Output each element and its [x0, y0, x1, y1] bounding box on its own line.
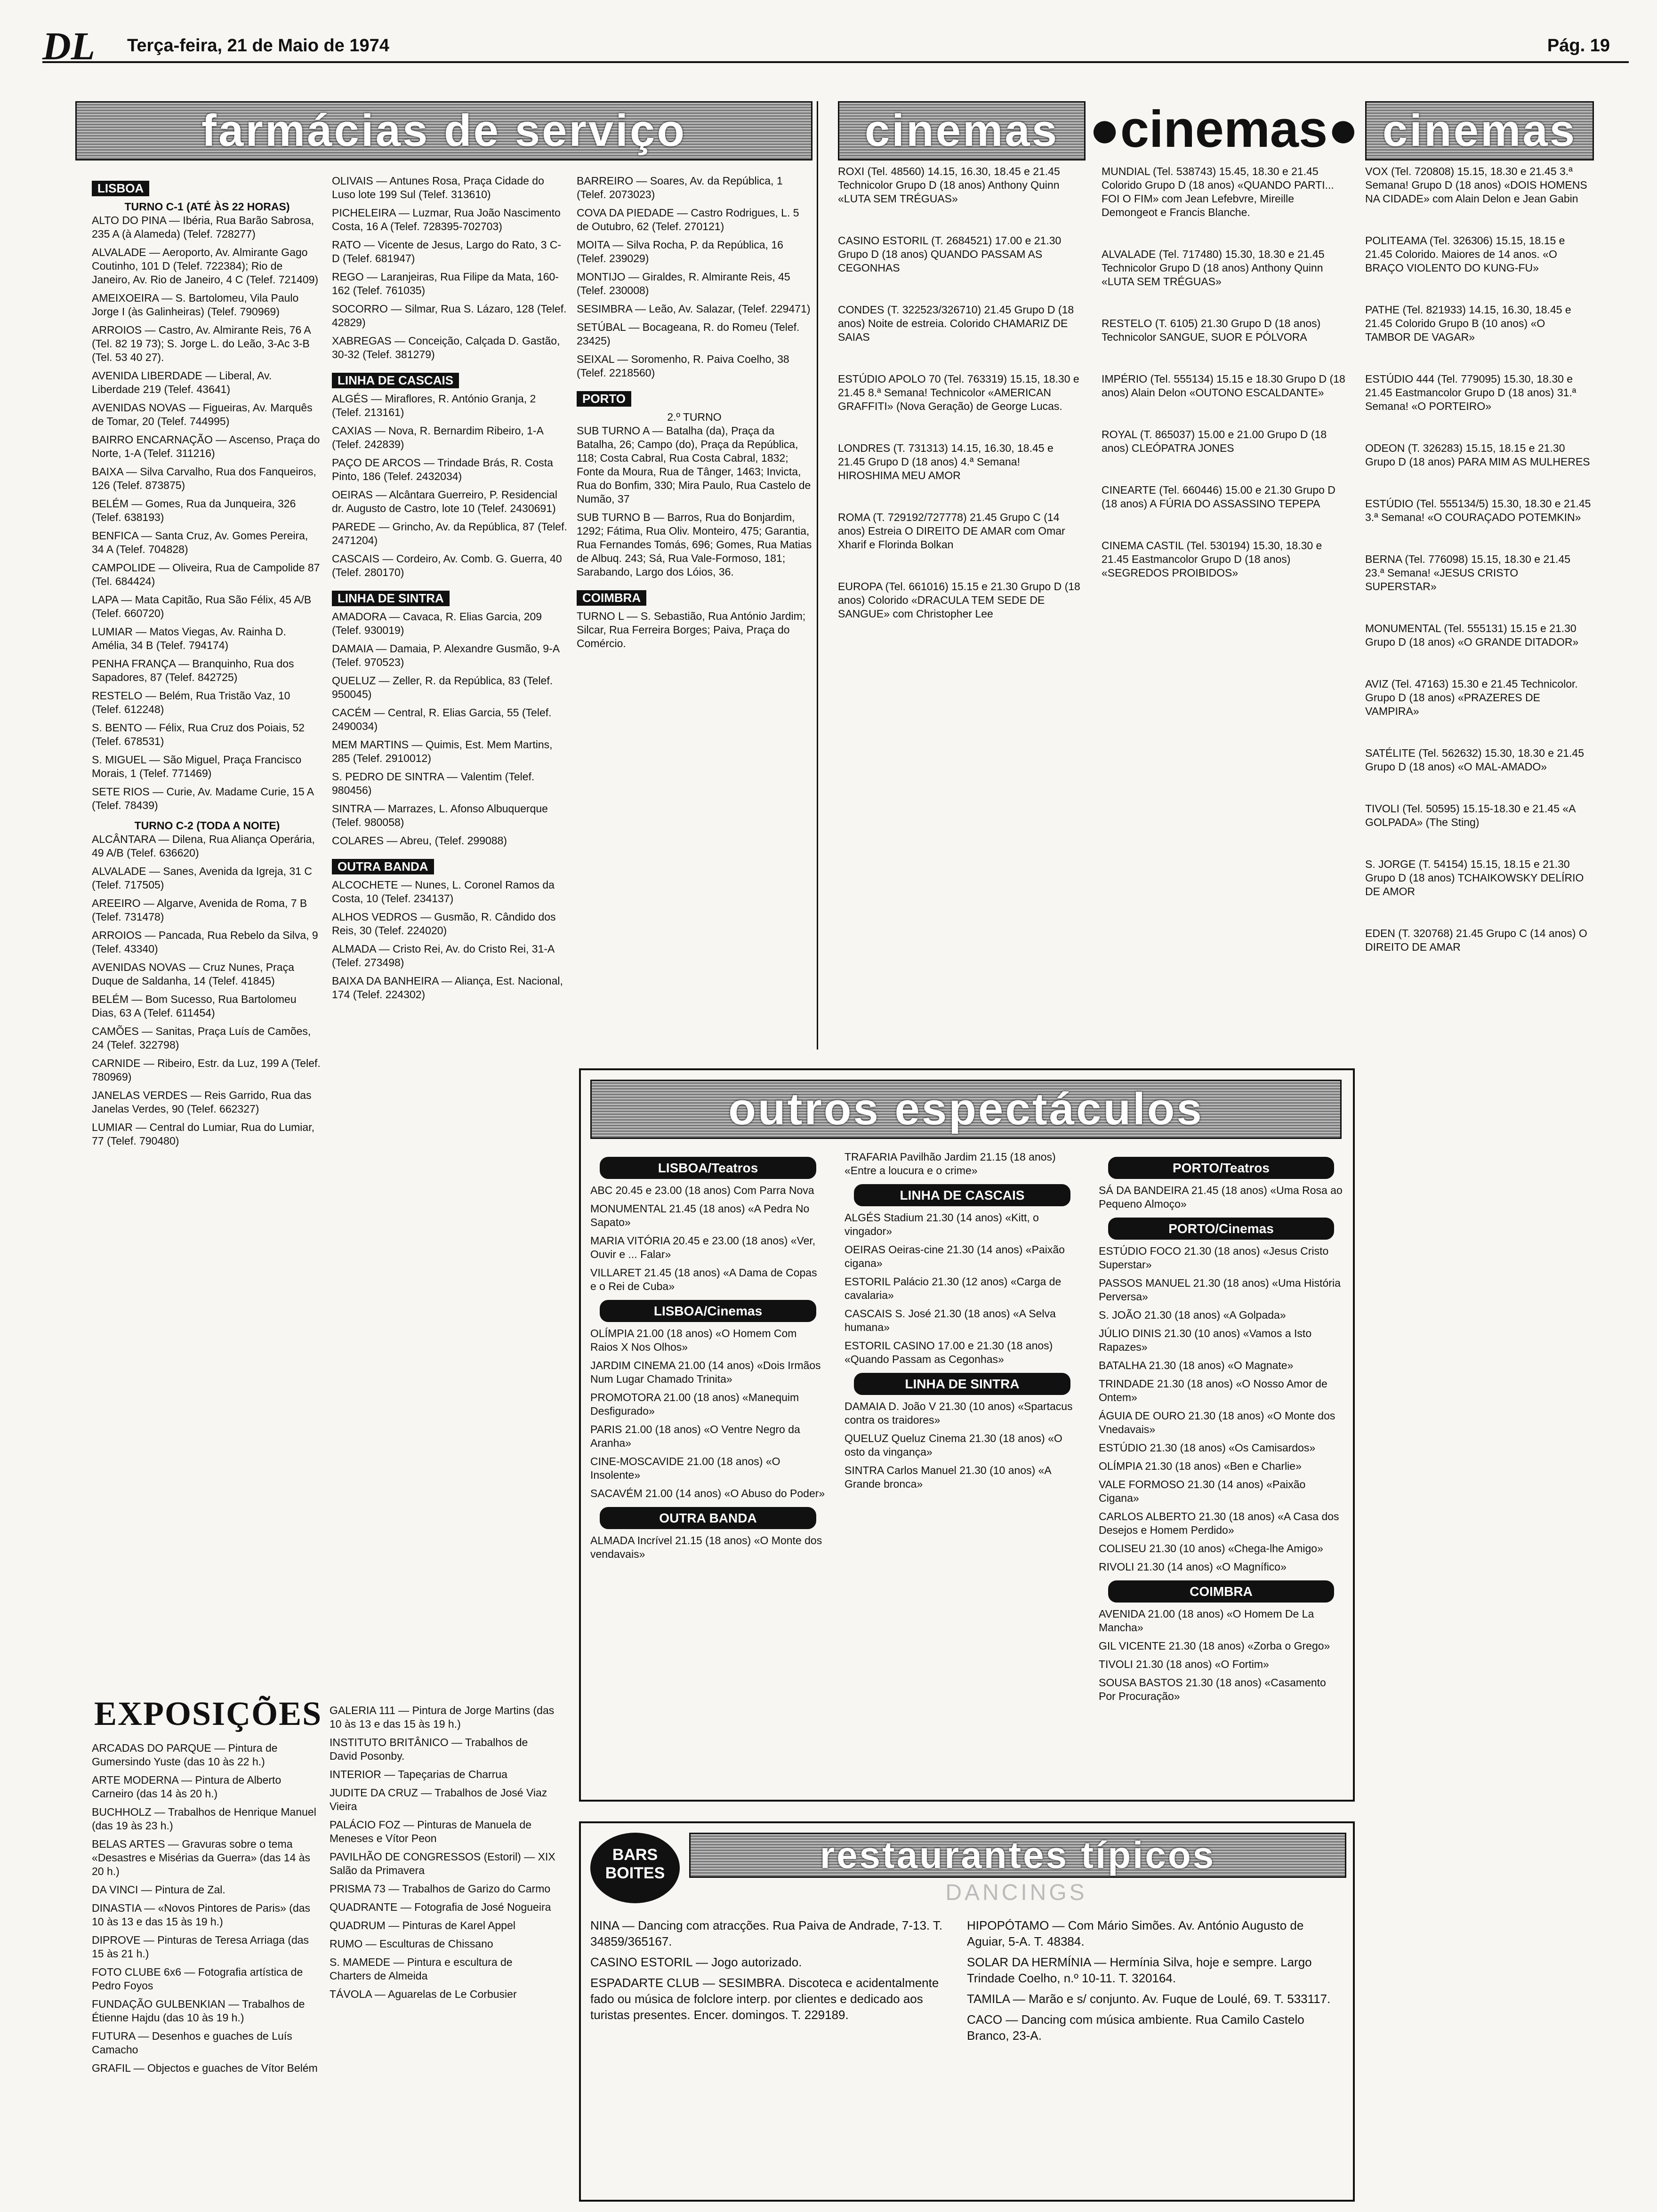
list-item: BELÉM — Gomes, Rua da Junqueira, 326 (Telef. 638193): [92, 497, 296, 523]
list-item: FOTO CLUBE 6x6 — Fotografia artística de Pedro Foyos: [92, 1966, 303, 1992]
list-item: QUELUZ — Zeller, R. da República, 83 (Telef. 950045): [332, 674, 553, 700]
list: [577, 609, 812, 650]
list-item: QUELUZ Queluz Cinema 21.30 (18 anos) «O osto da vingança»: [845, 1432, 1062, 1458]
list-item: AVENIDAS NOVAS — Cruz Nunes, Praça Duque de Saldanha, 14 (Telef. 41845): [92, 961, 294, 987]
list-item: AMADORA — Cavaca, R. Elias Garcia, 209 (Telef. 930019): [332, 610, 542, 636]
list-item: AVIZ (Tel. 47163) 15.30 e 21.45 Technicolor. Grupo D (18 anos) «PRAZERES DE VAMPIRA»: [1365, 678, 1578, 717]
list-item: FUTURA — Desenhos e guaches de Luís Camacho: [92, 2030, 292, 2056]
list-item: COLARES — Abreu, (Telef. 299088): [332, 834, 507, 847]
list-item: SEIXAL — Soromenho, R. Paiva Coelho, 38 (Telef. 2218560): [577, 353, 789, 379]
list-item: HIPOPÓTAMO — Com Mário Simões. Av. António Augusto de Aguiar, 5-A. T. 48384.: [967, 1918, 1304, 1948]
list-item: CAMÕES — Sanitas, Praça Luís de Camões, 24 (Telef. 322798): [92, 1025, 311, 1051]
list-item: CARLOS ALBERTO 21.30 (18 anos) «A Casa dos Desejos e Homem Perdido»: [1099, 1510, 1339, 1536]
list-item: CACÉM — Central, R. Elias Garcia, 55 (Telef. 2490034): [332, 706, 552, 732]
list-item: SESIMBRA — Leão, Av. Salazar, (Telef. 229471): [577, 303, 811, 315]
list-item: ALVALADE — Sanes, Avenida da Igreja, 31 C (Telef. 717505): [92, 865, 312, 891]
list-item: CONDES (T. 322523/326710) 21.45 Grupo D (18 anos) Noite de estreia. Colorido CHAMARIZ DE SAIAS: [838, 304, 1074, 343]
list-item: SATÉLITE (Tel. 562632) 15.30, 18.30 e 21.45 Grupo D (18 anos) «O MAL-AMADO»: [1365, 747, 1584, 773]
list: [92, 214, 322, 812]
list-item: DINASTIA — «Novos Pintores de Paris» (das 10 às 13 e das 15 às 19 h.): [92, 1902, 311, 1928]
cinema-col-1: [838, 165, 1083, 649]
list-item: SOCORRO — Silmar, Rua S. Lázaro, 128 (Telef. 42829): [332, 303, 567, 329]
section-outra-banda: OUTRA BANDA: [332, 859, 434, 874]
list-item: REGO — Laranjeiras, Rua Filipe da Mata, 160-162 (Telef. 761035): [332, 271, 559, 297]
list-item: ALHOS VEDROS — Gusmão, R. Cândido dos Reis, 30 (Telef. 224020): [332, 911, 556, 937]
list: [845, 1211, 1080, 1366]
list-item: MONUMENTAL 21.45 (18 anos) «A Pedra No Sapato»: [590, 1202, 810, 1228]
list-item: XABREGAS — Conceição, Calçada D. Gastão, 30-32 (Telef. 381279): [332, 335, 560, 361]
list-item: PROMOTORA 21.00 (18 anos) «Manequim Desfigurado»: [590, 1391, 799, 1417]
pharmacy-col-2: [332, 174, 567, 1006]
list-item: ARTE MODERNA — Pintura de Alberto Carneiro (das 14 às 20 h.): [92, 1774, 282, 1800]
list-item: ALCÂNTARA — Dilena, Rua Aliança Operária, 49 A/B (Telef. 636620): [92, 833, 315, 859]
list-item: ODEON (T. 326283) 15.15, 18.15 e 21.30 Grupo D (18 anos) PARA MIM AS MULHERES: [1365, 442, 1590, 468]
list-item: OLÍMPIA 21.00 (18 anos) «O Homem Com Raios X Nos Olhos»: [590, 1327, 797, 1353]
pill-lisboa-teatros: LISBOA/Teatros: [600, 1157, 816, 1179]
list-item: DA VINCI — Pintura de Zal.: [92, 1883, 225, 1896]
list-item: CARNIDE — Ribeiro, Estr. da Luz, 199 A (Telef. 780969): [92, 1057, 321, 1083]
list-item: SACAVÉM 21.00 (14 anos) «O Abuso do Poder»: [590, 1487, 825, 1499]
list-item: SINTRA — Marrazes, L. Afonso Albuquerque (Telef. 980058): [332, 802, 548, 828]
cinemas-title: ●cinemas●: [1087, 101, 1360, 158]
list-item: PENHA FRANÇA — Branquinho, Rua dos Sapadores, 87 (Telef. 842725): [92, 657, 294, 683]
dancings-label: DANCINGS: [945, 1880, 1087, 1905]
list-item: JANELAS VERDES — Reis Garrido, Rua das Janelas Verdes, 90 (Telef. 662327): [92, 1089, 312, 1115]
list-item: BERNA (Tel. 776098) 15.15, 18.30 e 21.45 23.ª Semana! «JESUS CRISTO SUPERSTAR»: [1365, 553, 1571, 593]
list-item: SUB TURNO A — Batalha (da), Praça da Batalha, 26; Campo (do), Praça da República, 118; Costa Cabral, Rua Costa Cabral, 1832; Fonte da Moura, Rua de Tânger, 1463; Invicta, Rua do Bonfim, 330; Mira Paulo, Rua Castelo de Numão, 37: [577, 425, 811, 505]
list-item: VALE FORMOSO 21.30 (14 anos) «Paixão Cigana»: [1099, 1478, 1306, 1504]
list-item: AMEIXOEIRA — S. Bartolomeu, Vila Paulo Jorge I (às Galinheiras) (Telef. 790969): [92, 292, 299, 318]
list: [1099, 1244, 1343, 1574]
outros-banner: outros espectáculos: [590, 1080, 1342, 1139]
list: [590, 1184, 826, 1293]
page-number: Pág. 19: [1547, 36, 1610, 56]
list-item: MEM MARTINS — Quimis, Est. Mem Martins, 285 (Telef. 2910012): [332, 738, 553, 764]
list-item: INTERIOR — Tapeçarias de Charrua: [330, 1768, 507, 1780]
exposicoes-title: EXPOSIÇÕES: [94, 1695, 322, 1732]
list-item: ALCOCHETE — Nunes, L. Coronel Ramos da Costa, 10 (Telef. 234137): [332, 879, 555, 905]
list-item: PAVILHÃO DE CONGRESSOS (Estoril) — XIX Salão da Primavera: [330, 1851, 555, 1876]
list-item: LAPA — Mata Capitão, Rua São Félix, 45 A/B (Telef. 660720): [92, 593, 312, 619]
list-item: MUNDIAL (Tel. 538743) 15.45, 18.30 e 21.45 Colorido Grupo D (18 anos) «QUANDO PARTI... FOI O FIM» com Jean Lefebvre, Mireille Demongeot e Francis Blanche.: [1102, 165, 1334, 218]
list-item: RATO — Vicente de Jesus, Largo do Rato, 3 C-D (Telef. 681947): [332, 239, 562, 264]
list-item: BAIRRO ENCARNAÇÃO — Ascenso, Praça do Norte, 1-A (Telef. 311216): [92, 433, 320, 459]
list-item: BATALHA 21.30 (18 anos) «O Magnate»: [1099, 1359, 1294, 1371]
pill-outra-banda: OUTRA BANDA: [600, 1507, 816, 1529]
list-item: INSTITUTO BRITÂNICO — Trabalhos de David Posonby.: [330, 1736, 528, 1762]
pill-porto-teatros: PORTO/Teatros: [1108, 1157, 1334, 1179]
list-item: BAIXA DA BANHEIRA — Aliança, Est. Nacional, 174 (Telef. 224302): [332, 975, 563, 1001]
list-item: ROXI (Tel. 48560) 14.15, 16.30, 18.45 e 21.45 Technicolor Grupo D (18 anos) Anthony Quinn «LUTA SEM TRÉGUAS»: [838, 165, 1060, 205]
list-item: AREEIRO — Algarve, Avenida de Roma, 7 B (Telef. 731478): [92, 897, 307, 923]
list-item: JÚLIO DINIS 21.30 (10 anos) «Vamos a Isto Rapazes»: [1099, 1327, 1312, 1353]
list-item: GIL VICENTE 21.30 (18 anos) «Zorba o Grego»: [1099, 1640, 1330, 1652]
rest-col-1: [590, 1917, 948, 2028]
list-item: S. JOÃO 21.30 (18 anos) «A Golpada»: [1099, 1309, 1286, 1321]
list-item: GALERIA 111 — Pintura de Jorge Martins (das 10 às 13 e das 15 às 19 h.): [330, 1704, 555, 1730]
list-item: ARCADAS DO PARQUE — Pintura de Gumersindo Yuste (das 10 às 22 h.): [92, 1742, 278, 1768]
list-item: ROYAL (T. 865037) 15.00 e 21.00 Grupo D (18 anos) CLEÓPATRA JONES: [1102, 428, 1327, 454]
list-item: CAMPOLIDE — Oliveira, Rua de Campolide 87 (Tel. 684424): [92, 561, 320, 587]
cinema-col-3: [1365, 165, 1591, 982]
list-item: ALVALADE (Tel. 717480) 15.30, 18.30 e 21.45 Technicolor Grupo D (18 anos) Anthony Quinn «LUTA SEM TRÉGUAS»: [1102, 248, 1325, 288]
outros-col-1: [590, 1150, 826, 1566]
list-item: BELÉM — Bom Sucesso, Rua Bartolomeu Dias, 63 A (Telef. 611454): [92, 993, 297, 1019]
list: [845, 1400, 1080, 1491]
list-item: TRINDADE 21.30 (18 anos) «O Nosso Amor de Ontem»: [1099, 1378, 1327, 1403]
section-cascais: LINHA DE CASCAIS: [332, 373, 459, 388]
list-item: LONDRES (T. 731313) 14.15, 16.30, 18.45 e 21.45 Grupo D (18 anos) 4.ª Semana! HIROSHIMA MEU AMOR: [838, 442, 1054, 481]
list-item: ESTÚDIO 444 (Tel. 779095) 15.30, 18.30 e 21.45 Eastmancolor Grupo D (18 anos) 31.ª Semana! «O PORTEIRO»: [1365, 373, 1577, 412]
pharmacy-col-3: [577, 174, 812, 655]
list-item: CASINO ESTORIL — Jogo autorizado.: [590, 1955, 802, 1969]
divider: [817, 101, 818, 1050]
rest-col-2: [967, 1917, 1343, 2048]
list-item: JUDITE DA CRUZ — Trabalhos de José Viaz Vieira: [330, 1787, 547, 1812]
list-item: ALTO DO PINA — Ibéria, Rua Barão Sabrosa, 235 A (à Alameda) (Telef. 728277): [92, 214, 314, 240]
list: [590, 1534, 826, 1561]
list-item: SUB TURNO B — Barros, Rua do Bonjardim, 1292; Fátima, Rua Oliv. Monteiro, 475; Garantia, Rua Fernandes Tomás, 696; Gomes, Rua Matias de Albuq. 243; Sá, Rua Vale-Formoso, 181; Sarabando, Largo dos Lóios, 36.: [577, 511, 812, 578]
list-item: TIVOLI (Tel. 50595) 15.15-18.30 e 21.45 «A GOLPADA» (The Sting): [1365, 802, 1576, 828]
list-item: SOUSA BASTOS 21.30 (18 anos) «Casamento Por Procuração»: [1099, 1676, 1326, 1702]
list-item: SINTRA Carlos Manuel 21.30 (10 anos) «A Grande bronca»: [845, 1464, 1051, 1490]
expo-col-2: [330, 1704, 555, 2006]
list-item: BUCHHOLZ — Trabalhos de Henrique Manuel (das 19 às 23 h.): [92, 1806, 316, 1832]
pill-lisboa-cinemas: LISBOA/Cinemas: [600, 1300, 816, 1322]
list-item: POLITEAMA (Tel. 326306) 15.15, 18.15 e 21.45 Colorido. Maiores de 14 anos. «O BRAÇO VIOLENTO DO KUNG-FU»: [1365, 234, 1565, 274]
list-item: PALÁCIO FOZ — Pinturas de Manuela de Meneses e Vítor Peon: [330, 1819, 532, 1844]
list-item: NINA — Dancing com atracções. Rua Paiva de Andrade, 7-13. T. 34859/365167.: [590, 1918, 943, 1948]
list-item: TRAFARIA Pavilhão Jardim 21.15 (18 anos) «Entre a loucura e o crime»: [845, 1151, 1056, 1177]
list-item: FUNDAÇÃO GULBENKIAN — Trabalhos de Étienne Hajdu (das 10 às 19 h.): [92, 1998, 305, 2024]
pill-cascais: LINHA DE CASCAIS: [854, 1184, 1070, 1206]
list-item: ALVALADE — Aeroporto, Av. Almirante Gago Coutinho, 101 D (Telef. 722384); Rio de Janeiro, Av. Rio de Janeiro, 4 C (Telef. 721409): [92, 246, 319, 286]
list-item: VOX (Tel. 720808) 15.15, 18.30 e 21.45 3.ª Semana! Grupo D (18 anos) «DOIS HOMENS NA CIDADE» com Alain Delon e Jean Gabin: [1365, 165, 1587, 205]
list-item: COVA DA PIEDADE — Castro Rodrigues, L. 5 de Outubro, 62 (Telef. 270121): [577, 207, 799, 232]
list-item: VILLARET 21.45 (18 anos) «A Dama de Copas e o Rei de Cuba»: [590, 1266, 817, 1292]
list: [92, 833, 322, 1148]
list-item: CAXIAS — Nova, R. Bernardim Ribeiro, 1-A (Telef. 242839): [332, 425, 543, 450]
outros-col-2: [845, 1150, 1080, 1496]
cinemas-banner-left: cinemas: [838, 101, 1086, 160]
list: [845, 1150, 1080, 1178]
list-item: TURNO L — S. Sebastião, Rua António Jardim; Silcar, Rua Ferreira Borges; Paiva, Praça do Comércio.: [577, 610, 806, 649]
list-item: RUMO — Esculturas de Chissano: [330, 1938, 493, 1950]
list-item: TAMILA — Marão e s/ conjunto. Av. Fuque de Loulé, 69. T. 533117.: [967, 1992, 1331, 2006]
list-item: S. PEDRO DE SINTRA — Valentim (Telef. 980456): [332, 770, 535, 796]
page-header: [42, 24, 1629, 68]
list-item: MOITA — Silva Rocha, P. da República, 16 (Telef. 239029): [577, 239, 783, 264]
list-item: QUADRUM — Pinturas de Karel Appel: [330, 1919, 515, 1931]
list-item: ESTÚDIO FOCO 21.30 (18 anos) «Jesus Cristo Superstar»: [1099, 1245, 1329, 1271]
section-porto: PORTO: [577, 391, 631, 407]
issue-date: Terça-feira, 21 de Maio de 1974: [127, 36, 389, 56]
list-item: TIVOLI 21.30 (18 anos) «O Fortim»: [1099, 1658, 1269, 1670]
newspaper-logo: DL: [42, 24, 95, 68]
list-item: OEIRAS — Alcântara Guerreiro, P. Residencial dr. Augusto de Castro, lote 10 (Telef. 2430691): [332, 489, 557, 514]
list-item: ALMADA — Cristo Rei, Av. do Cristo Rei, 31-A (Telef. 273498): [332, 943, 555, 969]
list-item: SETÚBAL — Bocageana, R. do Romeu (Telef. 23425): [577, 321, 800, 347]
list-item: ESTORIL CASINO 17.00 e 21.30 (18 anos) «Quando Passam as Cegonhas»: [845, 1339, 1053, 1365]
list-item: LUMIAR — Matos Viegas, Av. Rainha D. Amélia, 34 B (Telef. 794174): [92, 625, 286, 651]
list-item: AVENIDA 21.00 (18 anos) «O Homem De La Mancha»: [1099, 1608, 1314, 1634]
list-item: PAÇO DE ARCOS — Trindade Brás, R. Costa Pinto, 186 (Telef. 2432034): [332, 457, 553, 482]
list: [1099, 1607, 1343, 1703]
list-item: PATHE (Tel. 821933) 14.15, 16.30, 18.45 e 21.45 Colorido Grupo B (10 anos) «O TAMBOR DE VAGAR»: [1365, 304, 1571, 343]
cinema-col-2: [1102, 165, 1346, 608]
list-item: ARROIOS — Pancada, Rua Rebelo da Silva, 9 (Telef. 43340): [92, 929, 318, 955]
list-item: ABC 20.45 e 23.00 (18 anos) Com Parra Nova: [590, 1184, 814, 1196]
list-item: EUROPA (Tel. 661016) 15.15 e 21.30 Grupo D (18 anos) Colorido «DRACULA TEM SEDE DE SANGUE» com Christopher Lee: [838, 580, 1080, 620]
list-item: MONUMENTAL (Tel. 555131) 15.15 e 21.30 Grupo D (18 anos) «O GRANDE DITADOR»: [1365, 622, 1579, 648]
pill-coimbra: COIMBRA: [1108, 1580, 1334, 1603]
list-item: OLÍMPIA 21.30 (18 anos) «Ben e Charlie»: [1099, 1460, 1302, 1472]
pill-porto-cinemas: PORTO/Cinemas: [1108, 1218, 1334, 1240]
list: [577, 424, 812, 579]
list: [1099, 1184, 1343, 1211]
list-item: OLIVAIS — Antunes Rosa, Praça Cidade do Luso lote 199 Sul (Telef. 313610): [332, 175, 544, 200]
list-item: CINEARTE (Tel. 660446) 15.00 e 21.30 Grupo D (18 anos) A FÚRIA DO ASSASSINO TEPEPA: [1102, 484, 1335, 510]
list: [590, 1327, 826, 1500]
list-item: DAMAIA D. João V 21.30 (10 anos) «Spartacus contra os traidores»: [845, 1400, 1073, 1426]
expo-col-1: [92, 1741, 318, 2080]
list-item: ESTÚDIO APOLO 70 (Tel. 763319) 15.15, 18.30 e 21.45 8.ª Semana! Technicolor «AMERICAN GRAFFITI» (Nova Geração) de George Lucas.: [838, 373, 1079, 412]
list: [332, 610, 567, 848]
pharmacy-col-1: [92, 174, 322, 1153]
pill-sintra: LINHA DE SINTRA: [854, 1373, 1070, 1395]
list-item: RESTELO (T. 6105) 21.30 Grupo D (18 anos) Technicolor SANGUE, SUOR E PÓLVORA: [1102, 317, 1321, 343]
list-item: IMPÉRIO (Tel. 555134) 15.15 e 18.30 Grupo D (18 anos) Alain Delon «OUTONO ESCALDANTE»: [1102, 373, 1345, 399]
list-item: SOLAR DA HERMÍNIA — Hermínia Silva, hoje e sempre. Largo Trindade Coelho, n.º 10-11. T. 320164.: [967, 1955, 1312, 1985]
list: [332, 174, 567, 361]
list-item: QUADRANTE — Fotografia de José Nogueira: [330, 1901, 551, 1913]
list-item: DIPROVE — Pinturas de Teresa Arriaga (das 15 às 21 h.): [92, 1934, 309, 1960]
list-item: TÁVOLA — Aguarelas de Le Corbusier: [330, 1988, 517, 2000]
list-item: BAIXA — Silva Carvalho, Rua dos Fanqueiros, 126 (Telef. 873875): [92, 465, 316, 491]
list: [577, 174, 812, 380]
list-item: CASCAIS — Cordeiro, Av. Comb. G. Guerra, 40 (Telef. 280170): [332, 553, 562, 578]
list-item: COLISEU 21.30 (10 anos) «Chega-lhe Amigo»: [1099, 1542, 1323, 1555]
farmacias-banner: farmácias de serviço: [75, 101, 812, 160]
list-item: AVENIDAS NOVAS — Figueiras, Av. Marquês de Tomar, 20 (Telef. 744995): [92, 401, 313, 427]
list-item: PARIS 21.00 (18 anos) «O Ventre Negro da Aranha»: [590, 1423, 800, 1449]
list-item: PRISMA 73 — Trabalhos de Garizo do Carmo: [330, 1883, 551, 1895]
list-item: S. MIGUEL — São Miguel, Praça Francisco Morais, 1 (Telef. 771469): [92, 753, 302, 779]
list-item: BENFICA — Santa Cruz, Av. Gomes Pereira, 34 A (Telef. 704828): [92, 529, 308, 555]
list-item: ARROIOS — Castro, Av. Almirante Reis, 76 A (Tel. 82 19 73); S. Jorge L. do Leão, 3-Ac 3-B (Tel. 53 40 27).: [92, 324, 311, 363]
list: [332, 392, 567, 579]
list-item: DAMAIA — Damaia, P. Alexandre Gusmão, 9-A (Telef. 970523): [332, 642, 559, 668]
porto-turno: 2.º TURNO: [667, 411, 722, 423]
list-item: PAREDE — Grincho, Av. da República, 87 (Telef. 2471204): [332, 521, 567, 546]
outros-box: [579, 1068, 1355, 1802]
list-item: MARIA VITÓRIA 20.45 e 23.00 (18 anos) «Ver, Ouvir e ... Falar»: [590, 1234, 816, 1260]
list-item: EDEN (T. 320768) 21.45 Grupo C (14 anos) O DIREITO DE AMAR: [1365, 927, 1587, 953]
list-item: ESTÚDIO (Tel. 555134/5) 15.30, 18.30 e 21.45 3.ª Semana! «O COURAÇADO POTEMKIN»: [1365, 497, 1591, 523]
list-item: S. BENTO — Félix, Rua Cruz dos Poiais, 52 (Telef. 678531): [92, 721, 305, 747]
list: [332, 878, 567, 1002]
list-item: CASCAIS S. José 21.30 (18 anos) «A Selva humana»: [845, 1307, 1056, 1333]
list-item: ALMADA Incrível 21.15 (18 anos) «O Monte dos vendavais»: [590, 1534, 822, 1560]
list-item: ESPADARTE CLUB — SESIMBRA. Discoteca e acidentalmente fado ou música de folclore interp. por clientes e dedicado aos turistas presentes. Encer. domingos. T. 229189.: [590, 1976, 939, 2022]
list-item: ESTORIL Palácio 21.30 (12 anos) «Carga de cavalaria»: [845, 1275, 1062, 1301]
list-item: ROMA (T. 729192/727778) 21.45 Grupo C (14 anos) Estreia O DIREITO DE AMAR com Omar Xharif e Florinda Bolkan: [838, 511, 1065, 551]
bars-boites-badge: BARS BOITES: [590, 1833, 680, 1903]
list-item: BARREIRO — Soares, Av. da República, 1 (Telef. 2073023): [577, 175, 783, 200]
restaurantes-banner: restaurantes típicos: [689, 1833, 1346, 1878]
list-item: GRAFIL — Objectos e guaches de Vítor Belém: [92, 2062, 318, 2074]
list-item: ALGÉS Stadium 21.30 (14 anos) «Kitt, o vingador»: [845, 1211, 1039, 1237]
restaurantes-box: [579, 1821, 1355, 2202]
list-item: ESTÚDIO 21.30 (18 anos) «Os Camisardos»: [1099, 1442, 1316, 1454]
list-item: MONTIJO — Giraldes, R. Almirante Reis, 45 (Telef. 230008): [577, 271, 790, 297]
section-coimbra: COIMBRA: [577, 590, 646, 606]
list-item: S. JORGE (T. 54154) 15.15, 18.15 e 21.30 Grupo D (18 anos) TCHAIKOWSKY DELÍRIO DE AMOR: [1365, 858, 1584, 898]
list-item: ALGÉS — Miraflores, R. António Granja, 2 (Telef. 213161): [332, 393, 536, 418]
list-item: BELAS ARTES — Gravuras sobre o tema «Desastres e Misérias da Guerra» (das 14 às 20 h.): [92, 1838, 311, 1877]
list-item: AVENIDA LIBERDADE — Liberal, Av. Liberdade 219 (Telef. 43641): [92, 369, 272, 395]
list-item: SÁ DA BANDEIRA 21.45 (18 anos) «Uma Rosa ao Pequeno Almoço»: [1099, 1184, 1343, 1210]
list-item: RIVOLI 21.30 (14 anos) «O Magnífico»: [1099, 1561, 1287, 1573]
turno-2: TURNO C-2 (TODA A NOITE): [134, 819, 280, 832]
list-item: LUMIAR — Central do Lumiar, Rua do Lumiar, 77 (Telef. 790480): [92, 1121, 314, 1147]
list-item: JARDIM CINEMA 21.00 (14 anos) «Dois Irmãos Num Lugar Chamado Trinita»: [590, 1359, 821, 1385]
cinemas-banner-right: cinemas: [1365, 101, 1594, 160]
list-item: CINE-MOSCAVIDE 21.00 (18 anos) «O Insolente»: [590, 1455, 780, 1481]
list-item: PICHELEIRA — Luzmar, Rua João Nascimento Costa, 16 A (Telef. 728395-702703): [332, 207, 561, 232]
list-item: CACO — Dancing com música ambiente. Rua Camilo Castelo Branco, 23-A.: [967, 2012, 1304, 2043]
list-item: ÁGUIA DE OURO 21.30 (18 anos) «O Monte dos Vnedavais»: [1099, 1410, 1335, 1435]
list-item: OEIRAS Oeiras-cine 21.30 (14 anos) «Paixão cigana»: [845, 1243, 1065, 1269]
section-sintra: LINHA DE SINTRA: [332, 591, 450, 606]
outros-col-3: [1099, 1150, 1343, 1708]
section-lisboa: LISBOA: [92, 181, 149, 196]
turno-1: TURNO C-1 (ATÉ ÀS 22 HORAS): [124, 200, 290, 213]
list-item: S. MAMEDE — Pintura e escultura de Charters de Almeida: [330, 1956, 513, 1982]
list-item: CINEMA CASTIL (Tel. 530194) 15.30, 18.30 e 21.45 Eastmancolor Grupo D (18 anos) «SEGREDOS PROIBIDOS»: [1102, 539, 1322, 579]
list-item: SETE RIOS — Curie, Av. Madame Curie, 15 A (Telef. 78439): [92, 785, 314, 811]
list-item: RESTELO — Belém, Rua Tristão Vaz, 10 (Telef. 612248): [92, 689, 290, 715]
list-item: CASINO ESTORIL (T. 2684521) 17.00 e 21.30 Grupo D (18 anos) QUANDO PASSAM AS CEGONHAS: [838, 234, 1062, 274]
list-item: PASSOS MANUEL 21.30 (18 anos) «Uma História Perversa»: [1099, 1277, 1341, 1303]
